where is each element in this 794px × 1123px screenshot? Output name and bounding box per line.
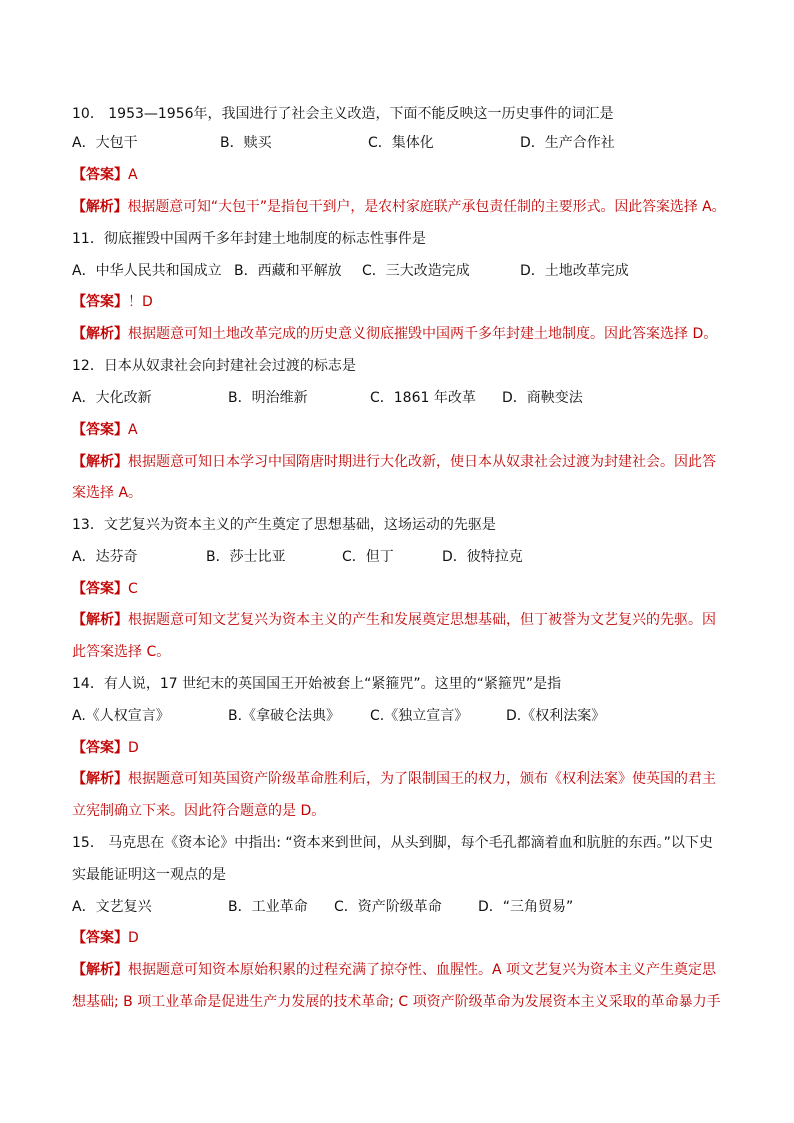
- option: C．但丁: [342, 549, 394, 565]
- answer-line: [72, 293, 153, 311]
- analysis-label: 【解析】: [72, 771, 128, 787]
- question-11-stem: 11．彻底摧毁中国两千多年封建土地制度的标志性事件是: [72, 231, 426, 247]
- analysis-line: [72, 770, 716, 788]
- analysis-text-continued: 想基础; B 项工业革命是促进生产力发展的技术革命; C 项资产阶级革命为发展资本主义采取的革命暴力手: [72, 994, 721, 1010]
- answer-line: [72, 421, 138, 439]
- answer-label: 【答案】: [72, 740, 128, 756]
- answer-label: 【答案】: [72, 167, 128, 183]
- option: D．彼特拉克: [442, 549, 523, 565]
- option: D．商鞅变法: [502, 390, 583, 406]
- analysis-label: 【解析】: [72, 612, 128, 628]
- analysis-text-continued: 案选择 A。: [72, 485, 143, 501]
- question-12-stem: 12．日本从奴隶社会向封建社会过渡的标志是: [72, 358, 356, 374]
- question-15-stem-continued: 实最能证明这一观点的是: [72, 867, 226, 883]
- analysis-text: 根据题意可知土地改革完成的历史意义彻底摧毁中国两千多年封建土地制度。因此答案选择 D。: [128, 326, 718, 342]
- question-15-stem: 15． 马克思在《资本论》中指出: “资本来到世间，从头到脚，每个毛孔都滴着血和肮脏的东西。”以下史: [72, 835, 713, 851]
- option: C．集体化: [368, 135, 434, 151]
- analysis-label: 【解析】: [72, 326, 128, 342]
- analysis-label: 【解析】: [72, 962, 128, 978]
- analysis-text: 根据题意可知“大包干”是指包干到户，是农村家庭联产承包责任制的主要形式。因此答案选择 A。: [127, 199, 726, 215]
- option: B．工业革命: [228, 899, 308, 915]
- option: A．中华人民共和国成立: [72, 263, 222, 279]
- analysis-line: [72, 325, 717, 343]
- option: D．“三角贸易”: [478, 899, 574, 915]
- answer-value: D: [128, 930, 139, 946]
- option: C．1861 年改革: [370, 390, 476, 406]
- option: A．大包干: [72, 135, 138, 151]
- answer-value: D: [128, 740, 139, 756]
- answer-label: 【答案】: [72, 294, 128, 310]
- answer-line: [72, 580, 138, 598]
- option: C.《独立宣言》: [370, 708, 469, 724]
- question-14-stem: 14．有人说，17 世纪末的英国国王开始被套上“紧箍咒”。这里的“紧箍咒”是指: [72, 676, 562, 692]
- option: B．赎买: [220, 135, 272, 151]
- analysis-line: [72, 198, 726, 216]
- question-13-stem: 13．文艺复兴为资本主义的产生奠定了思想基础，这场运动的先驱是: [72, 517, 496, 533]
- option: C．资产阶级革命: [334, 899, 442, 915]
- option: B．莎士比亚: [206, 549, 286, 565]
- option: D.《权利法案》: [506, 708, 606, 724]
- answer-line: [72, 166, 138, 184]
- answer-value: C: [128, 581, 138, 597]
- analysis-text: 根据题意可知日本学习中国隋唐时期进行大化改新，使日本从奴隶社会过渡为封建社会。因此答: [128, 454, 716, 470]
- option: A．达芬奇: [72, 549, 138, 565]
- question-10-stem: 10． 1953—1956年，我国进行了社会主义改造，下面不能反映这一历史事件的词汇是: [72, 106, 614, 122]
- analysis-text: 根据题意可知资本原始积累的过程充满了掠夺性、血腥性。A 项文艺复兴为资本主义产生奠定思: [128, 962, 717, 978]
- answer-line: [72, 929, 139, 947]
- answer-value: A: [128, 422, 138, 438]
- analysis-text: 根据题意可知文艺复兴为资本主义的产生和发展奠定思想基础，但丁被誉为文艺复兴的先驱。因: [128, 612, 716, 628]
- answer-value: A: [128, 167, 138, 183]
- answer-line: [72, 739, 139, 757]
- analysis-line: [72, 453, 716, 471]
- analysis-text-continued: 立宪制确立下来。因此符合题意的是 D。: [72, 803, 326, 819]
- answer-label: 【答案】: [72, 581, 128, 597]
- option: C．三大改造完成: [362, 263, 470, 279]
- option: B．明治维新: [228, 390, 308, 406]
- answer-value: ！D: [128, 294, 153, 310]
- option: A．文艺复兴: [72, 899, 152, 915]
- analysis-label: 【解析】: [72, 454, 128, 470]
- option: D．生产合作社: [520, 135, 615, 151]
- option: A．大化改新: [72, 390, 152, 406]
- answer-label: 【答案】: [72, 930, 128, 946]
- analysis-line: [72, 611, 716, 629]
- analysis-label: 【解析】: [72, 199, 128, 215]
- option: B．西藏和平解放: [234, 263, 342, 279]
- analysis-text-continued: 此答案选择 C。: [72, 644, 171, 660]
- option: B.《拿破仑法典》: [228, 708, 341, 724]
- option: A.《人权宣言》: [72, 708, 170, 724]
- analysis-line: [72, 961, 716, 979]
- option: D．土地改革完成: [520, 263, 629, 279]
- answer-label: 【答案】: [72, 422, 128, 438]
- analysis-text: 根据题意可知英国资产阶级革命胜利后，为了限制国王的权力，颁布《权利法案》使英国的君主: [128, 771, 716, 787]
